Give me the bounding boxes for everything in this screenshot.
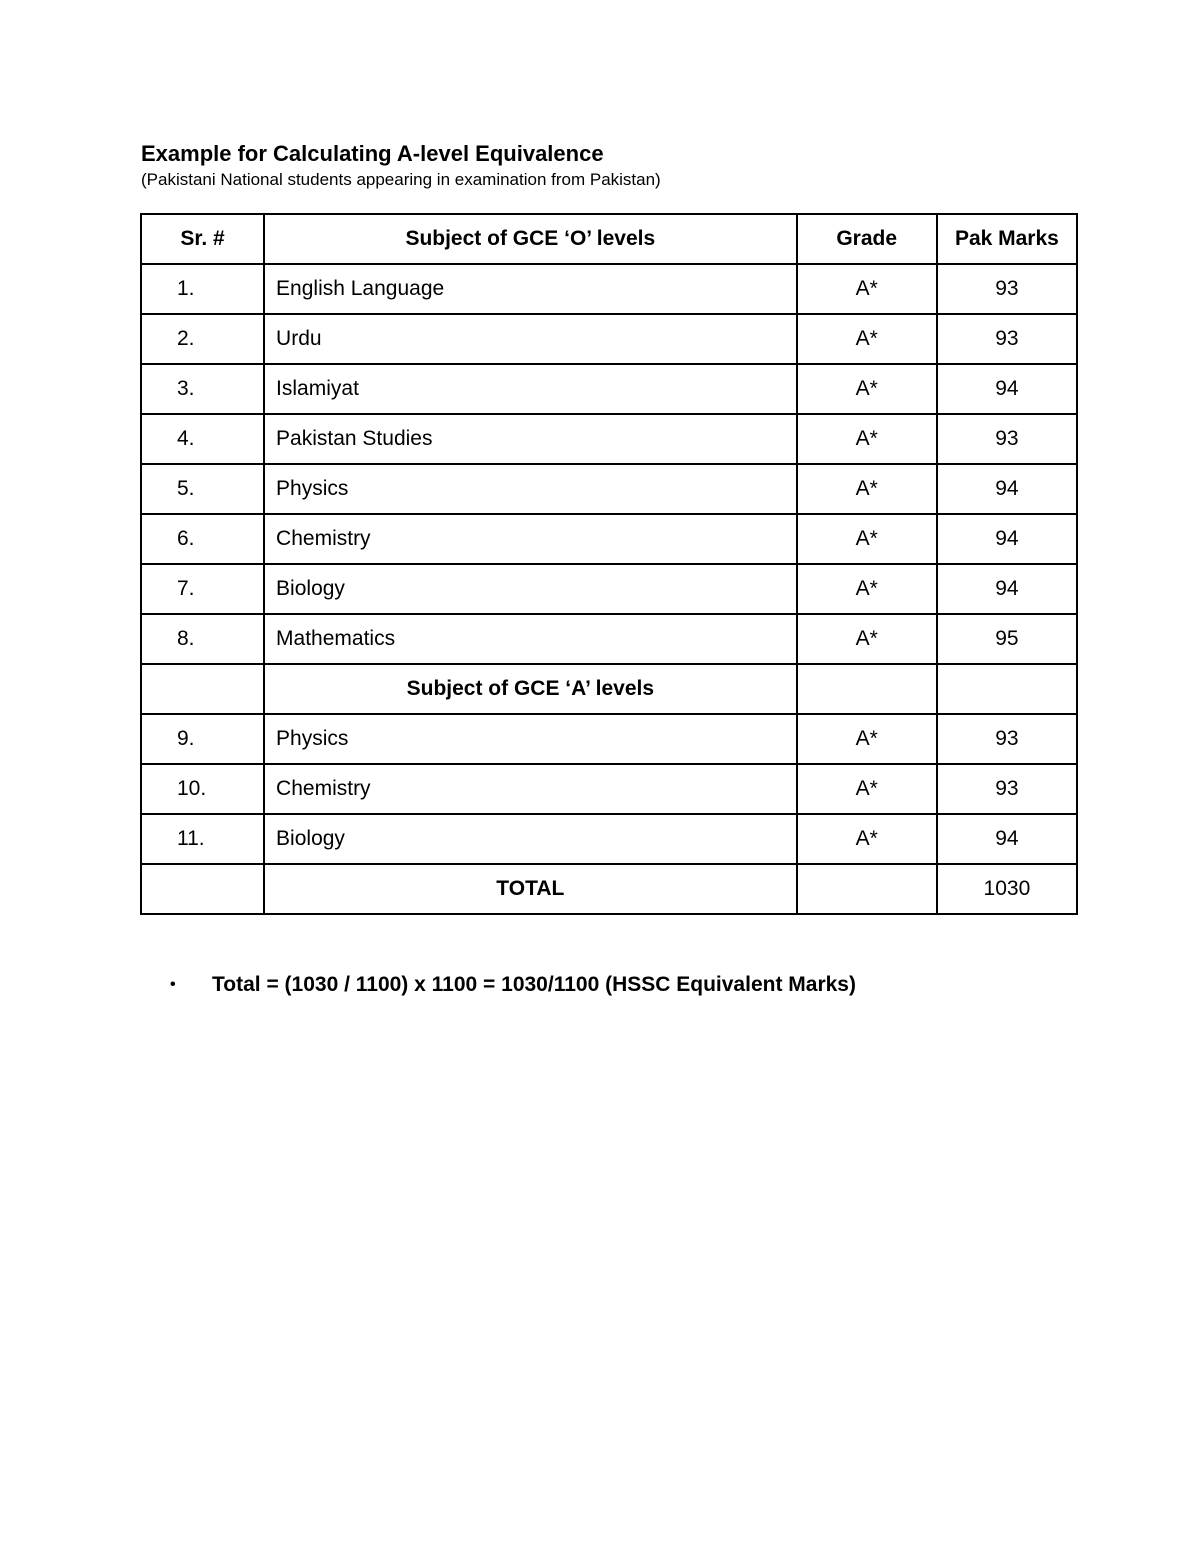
subject-cell: Chemistry xyxy=(264,764,797,814)
bullet-icon: • xyxy=(170,976,176,993)
table-row xyxy=(141,714,1077,764)
table-row xyxy=(141,564,1077,614)
sr-cell: 5. xyxy=(141,464,264,514)
total-value: 1030 xyxy=(937,864,1077,914)
subject-cell: Physics xyxy=(264,714,797,764)
marks-cell: 94 xyxy=(937,464,1077,514)
table-row xyxy=(141,464,1077,514)
marks-cell: 93 xyxy=(937,764,1077,814)
sr-cell: 7. xyxy=(141,564,264,614)
empty-cell xyxy=(141,664,264,714)
header-sr: Sr. # xyxy=(141,214,264,264)
grade-cell: A* xyxy=(797,614,937,664)
sr-cell: 9. xyxy=(141,714,264,764)
table-row xyxy=(141,364,1077,414)
grade-cell: A* xyxy=(797,764,937,814)
grade-cell: A* xyxy=(797,514,937,564)
table-row xyxy=(141,614,1077,664)
table-row xyxy=(141,414,1077,464)
grade-cell: A* xyxy=(797,814,937,864)
grades-table xyxy=(140,213,1078,915)
note-text: Total = (1030 / 1100) x 1100 = 1030/1100 (HSSC Equivalent Marks) xyxy=(212,973,856,996)
marks-cell: 93 xyxy=(937,264,1077,314)
sr-cell: 3. xyxy=(141,364,264,414)
page-subtitle: (Pakistani National students appearing in examination from Pakistan) xyxy=(141,170,661,189)
sr-cell: 8. xyxy=(141,614,264,664)
grade-cell: A* xyxy=(797,264,937,314)
marks-cell: 93 xyxy=(937,414,1077,464)
total-row xyxy=(141,864,1077,914)
page-title: Example for Calculating A-level Equivalence xyxy=(141,141,604,166)
subject-cell: Biology xyxy=(264,814,797,864)
marks-cell: 94 xyxy=(937,514,1077,564)
subject-cell: Biology xyxy=(264,564,797,614)
marks-cell: 94 xyxy=(937,564,1077,614)
subject-cell: Physics xyxy=(264,464,797,514)
table-row xyxy=(141,814,1077,864)
header-subject: Subject of GCE ‘O’ levels xyxy=(264,214,797,264)
marks-cell: 93 xyxy=(937,714,1077,764)
sr-cell: 10. xyxy=(141,764,264,814)
subject-cell: Pakistan Studies xyxy=(264,414,797,464)
grade-cell: A* xyxy=(797,464,937,514)
table-row xyxy=(141,514,1077,564)
sr-cell: 11. xyxy=(141,814,264,864)
table-header-row xyxy=(141,214,1077,264)
sr-cell: 1. xyxy=(141,264,264,314)
marks-cell: 93 xyxy=(937,314,1077,364)
subject-cell: Islamiyat xyxy=(264,364,797,414)
a-level-heading: Subject of GCE ‘A’ levels xyxy=(264,664,797,714)
empty-cell xyxy=(797,864,937,914)
header-grade: Grade xyxy=(797,214,937,264)
table-row xyxy=(141,764,1077,814)
grade-cell: A* xyxy=(797,364,937,414)
empty-cell xyxy=(141,864,264,914)
equivalence-note xyxy=(170,971,856,999)
grade-cell: A* xyxy=(797,414,937,464)
header-marks: Pak Marks xyxy=(937,214,1077,264)
marks-cell: 95 xyxy=(937,614,1077,664)
sr-cell: 6. xyxy=(141,514,264,564)
grade-cell: A* xyxy=(797,714,937,764)
empty-cell xyxy=(937,664,1077,714)
sr-cell: 2. xyxy=(141,314,264,364)
section-heading-row xyxy=(141,664,1077,714)
grade-cell: A* xyxy=(797,314,937,364)
subject-cell: English Language xyxy=(264,264,797,314)
table-row xyxy=(141,264,1077,314)
marks-cell: 94 xyxy=(937,814,1077,864)
total-label: TOTAL xyxy=(264,864,797,914)
grade-cell: A* xyxy=(797,564,937,614)
subject-cell: Urdu xyxy=(264,314,797,364)
subject-cell: Chemistry xyxy=(264,514,797,564)
sr-cell: 4. xyxy=(141,414,264,464)
marks-cell: 94 xyxy=(937,364,1077,414)
empty-cell xyxy=(797,664,937,714)
subject-cell: Mathematics xyxy=(264,614,797,664)
table-row xyxy=(141,314,1077,364)
